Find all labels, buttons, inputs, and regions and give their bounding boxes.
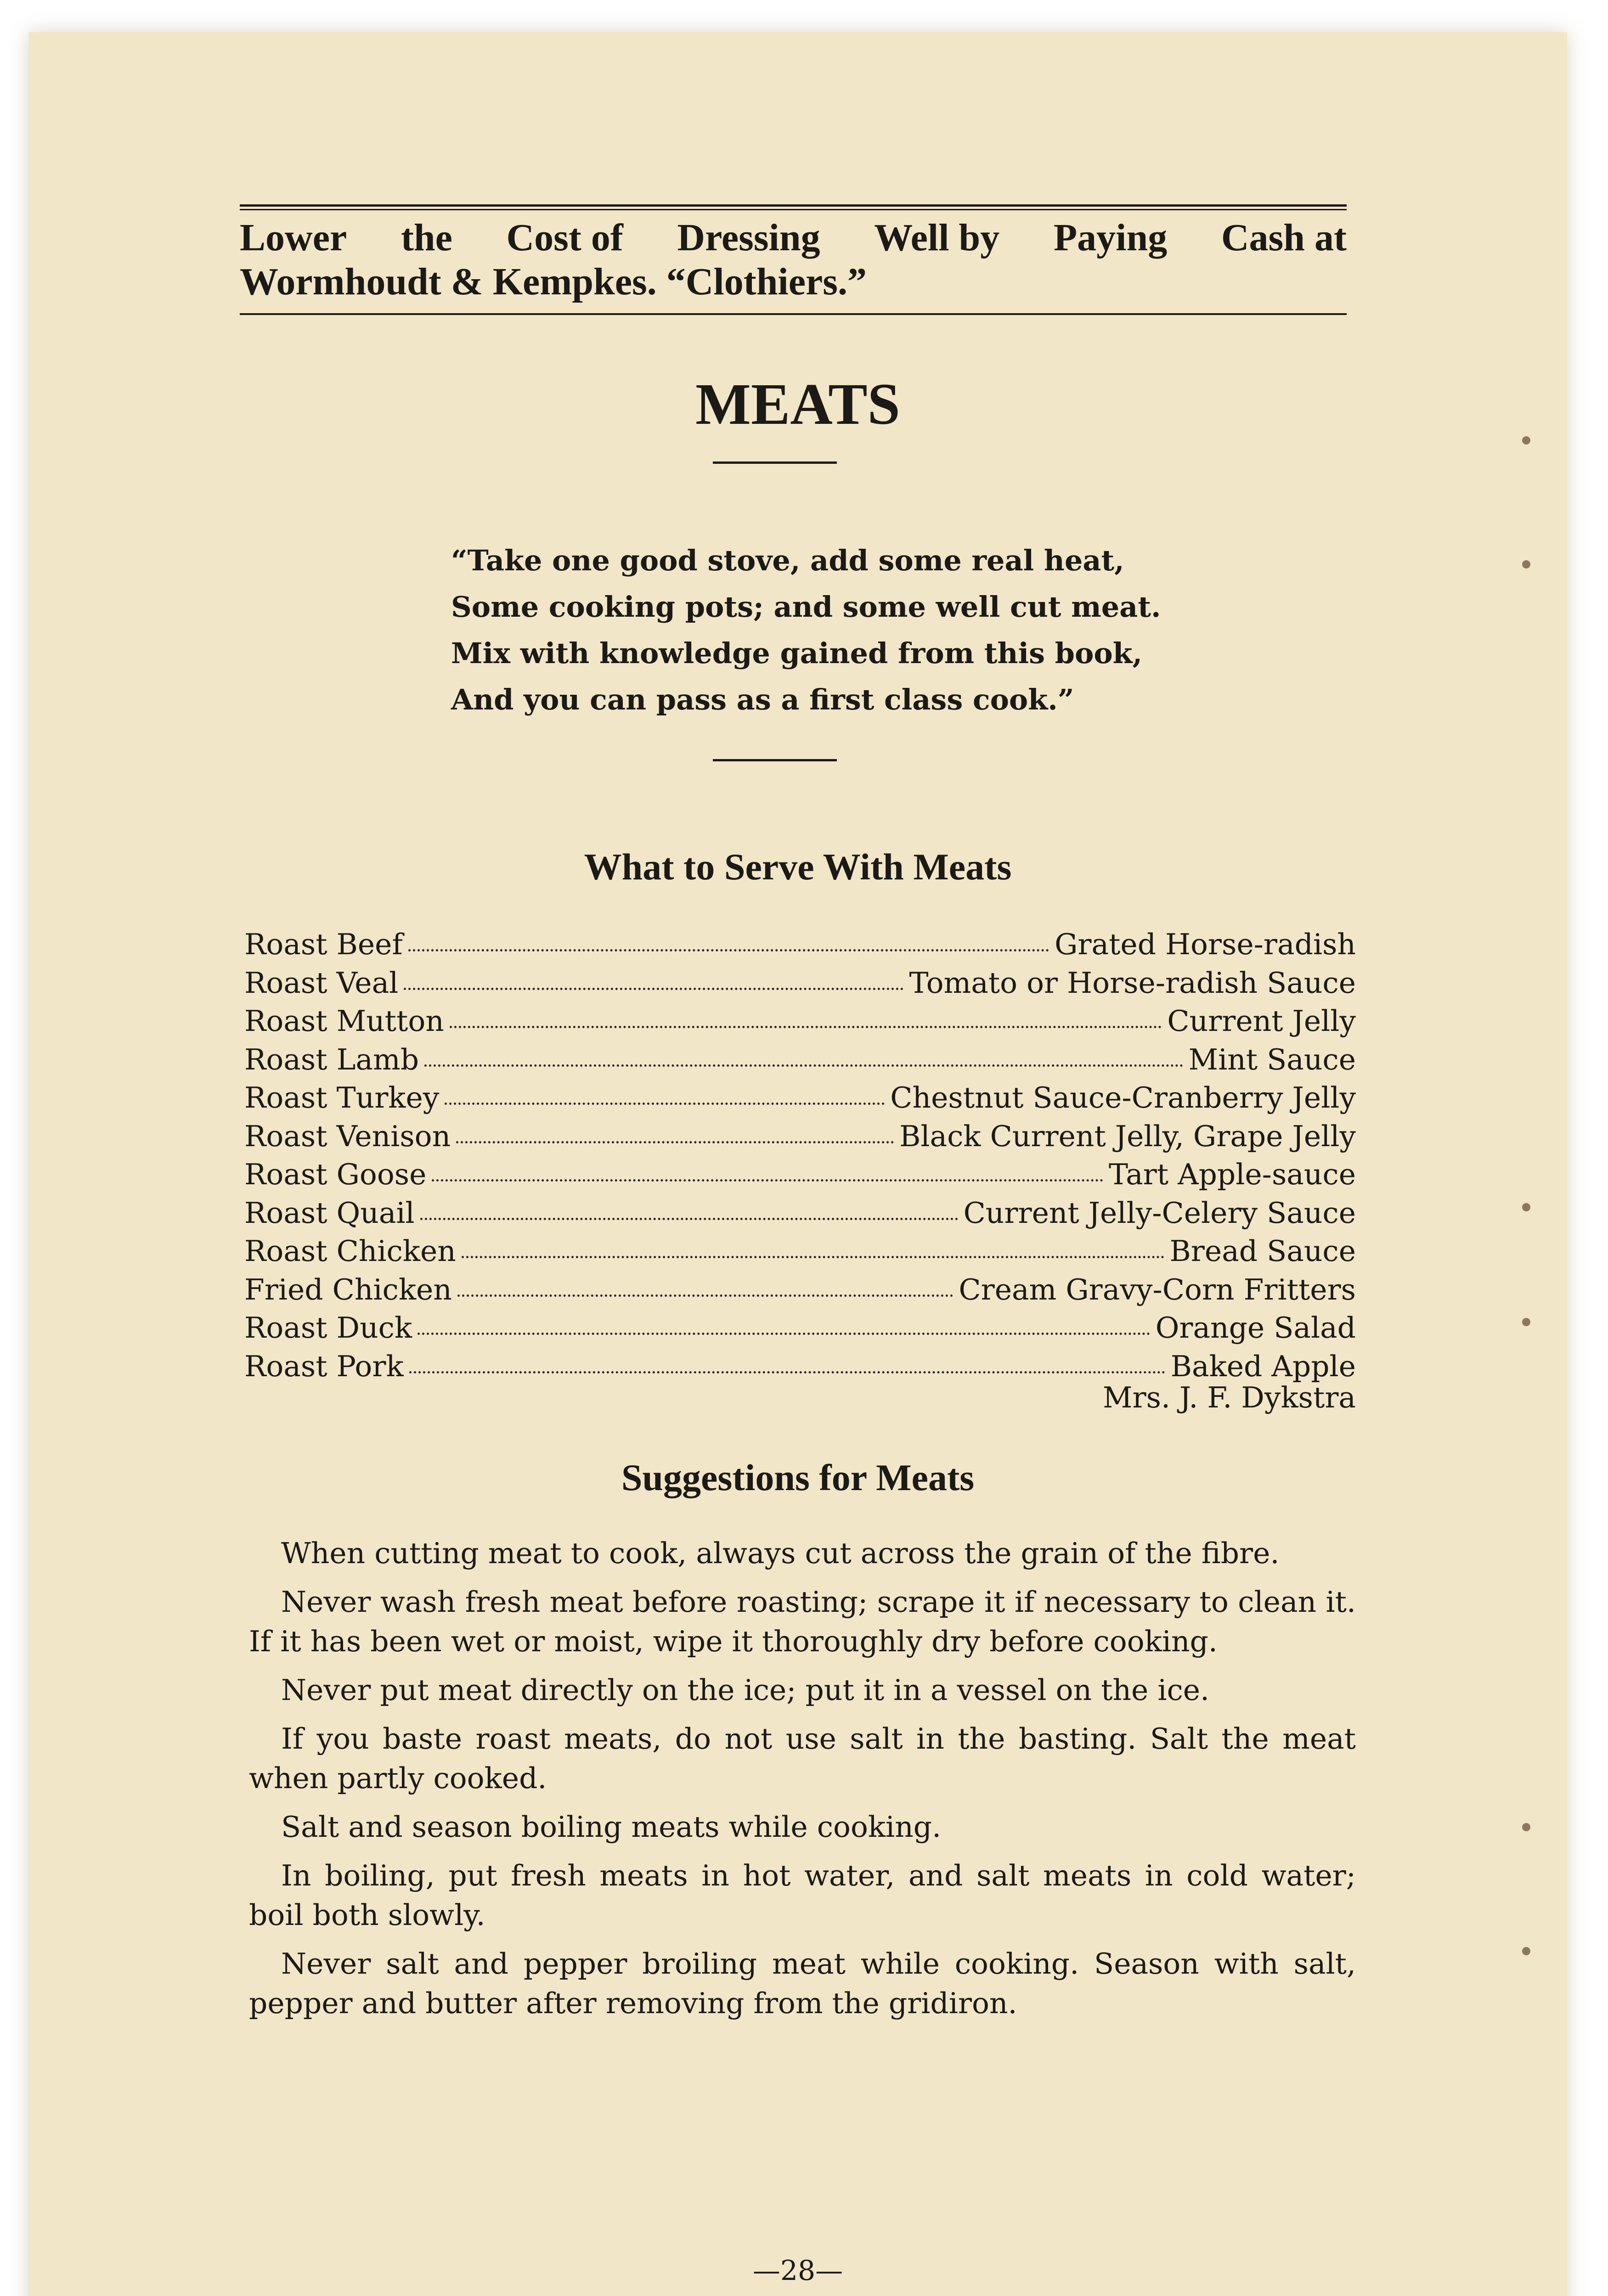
advertisement-line-2: Wormhoudt & Kempkes. “Clothiers.” bbox=[240, 260, 867, 303]
ad-word: the bbox=[401, 216, 452, 259]
list-item bbox=[244, 1155, 1356, 1194]
list-item bbox=[244, 1271, 1356, 1309]
accompaniment: Chestnut Sauce-Cranberry Jelly bbox=[890, 1081, 1356, 1114]
poem-line: “Take one good stove, add some real heat, bbox=[451, 544, 1124, 577]
accompaniment: Orange Salad bbox=[1155, 1311, 1356, 1345]
accompaniment: Black Current Jelly, Grape Jelly bbox=[899, 1119, 1356, 1153]
attribution: Mrs. J. F. Dykstra bbox=[1103, 1381, 1356, 1414]
suggestion-paragraph: In boiling, put fresh meats in hot water, and salt meats in cold water; boil both slowly. bbox=[249, 1859, 1356, 1932]
dish-name: Roast Venison bbox=[244, 1119, 451, 1153]
binding-hole-mark bbox=[1522, 1947, 1530, 1955]
dot-leader bbox=[462, 1256, 1164, 1258]
list-item bbox=[244, 1117, 1356, 1156]
accompaniment: Tart Apple-sauce bbox=[1108, 1158, 1356, 1191]
advertisement-top-rule-thin bbox=[240, 209, 1347, 210]
advertisement bbox=[240, 216, 1347, 304]
suggestion-paragraph: When cutting meat to cook, always cut across the grain of the fibre. bbox=[281, 1536, 1280, 1570]
binding-hole-mark bbox=[1522, 560, 1530, 568]
dish-name: Roast Mutton bbox=[244, 1004, 444, 1038]
dish-name: Roast Duck bbox=[244, 1311, 412, 1345]
serve-with-list bbox=[244, 925, 1356, 1385]
dish-name: Roast Quail bbox=[244, 1196, 415, 1230]
dish-name: Roast Veal bbox=[244, 966, 399, 1000]
suggestion-paragraph: If you baste roast meats, do not use salt in the basting. Salt the meat when partly cooked. bbox=[249, 1722, 1356, 1795]
dot-leader bbox=[445, 1103, 885, 1105]
accompaniment: Current Jelly bbox=[1167, 1004, 1356, 1038]
advertisement-top-rule bbox=[240, 204, 1347, 207]
list-item bbox=[244, 1041, 1356, 1079]
list-item bbox=[244, 1194, 1356, 1232]
list-item bbox=[244, 1309, 1356, 1347]
suggestion-paragraph: Never put meat directly on the ice; put it in a vessel on the ice. bbox=[281, 1673, 1210, 1707]
accompaniment: Baked Apple bbox=[1170, 1349, 1356, 1383]
dish-name: Roast Lamb bbox=[244, 1042, 419, 1076]
dish-name: Fried Chicken bbox=[244, 1272, 452, 1306]
dot-leader bbox=[409, 1371, 1165, 1373]
accompaniment: Cream Gravy-Corn Fritters bbox=[959, 1272, 1356, 1306]
poem-line: And you can pass as a first class cook.” bbox=[451, 683, 1074, 716]
ad-word: Well by bbox=[874, 216, 1000, 259]
binding-hole-mark bbox=[1522, 1318, 1530, 1326]
advertisement-line-1 bbox=[240, 216, 1347, 260]
accompaniment: Current Jelly-Celery Sauce bbox=[963, 1196, 1356, 1230]
list-item bbox=[244, 1232, 1356, 1271]
suggestions-body bbox=[249, 1534, 1356, 2032]
dish-name: Roast Turkey bbox=[244, 1081, 440, 1114]
poem-divider bbox=[713, 759, 837, 761]
advertisement-bottom-rule bbox=[240, 313, 1347, 315]
list-item bbox=[244, 964, 1356, 1002]
title-divider bbox=[713, 461, 837, 464]
dot-leader bbox=[420, 1218, 958, 1220]
suggestions-heading: Suggestions for Meats bbox=[621, 1457, 975, 1498]
list-item bbox=[244, 925, 1356, 964]
dot-leader bbox=[450, 1026, 1162, 1028]
binding-hole-mark bbox=[1522, 1823, 1530, 1831]
dot-leader bbox=[404, 988, 903, 990]
dot-leader bbox=[408, 949, 1049, 951]
dish-name: Roast Beef bbox=[244, 928, 403, 961]
suggestion-paragraph: Never wash fresh meat before roasting; scrape it if necessary to clean it. If it has been wet or moist, wipe it thoroughly dry before cooking. bbox=[249, 1585, 1356, 1658]
page-sheet bbox=[28, 32, 1567, 2296]
suggestion-paragraph: Salt and season boiling meats while cooking. bbox=[281, 1810, 942, 1844]
suggestion-paragraph: Never salt and pepper broiling meat while cooking. Season with salt, pepper and butter after removing from the gridiron. bbox=[249, 1947, 1356, 2020]
dish-name: Roast Goose bbox=[244, 1158, 427, 1191]
binding-hole-mark bbox=[1522, 436, 1530, 445]
accompaniment: Bread Sauce bbox=[1169, 1234, 1356, 1268]
ad-word: Dressing bbox=[677, 216, 820, 259]
list-item bbox=[244, 1079, 1356, 1117]
page-title: MEATS bbox=[695, 371, 900, 437]
poem-line: Mix with knowledge gained from this book, bbox=[451, 636, 1143, 670]
accompaniment: Grated Horse-radish bbox=[1055, 928, 1356, 961]
dot-leader bbox=[418, 1333, 1150, 1335]
accompaniment: Tomato or Horse-radish Sauce bbox=[909, 966, 1356, 1000]
ad-word: Paying bbox=[1053, 216, 1168, 259]
ad-word: Cash at bbox=[1221, 216, 1347, 259]
poem-line: Some cooking pots; and some well cut meat. bbox=[451, 590, 1161, 624]
ad-word: Lower bbox=[240, 216, 347, 259]
dish-name: Roast Chicken bbox=[244, 1234, 456, 1268]
ad-word: Cost of bbox=[506, 216, 623, 259]
dot-leader bbox=[432, 1179, 1103, 1182]
list-item bbox=[244, 1002, 1356, 1041]
serve-with-heading: What to Serve With Meats bbox=[584, 846, 1012, 888]
poem bbox=[451, 537, 1161, 723]
accompaniment: Mint Sauce bbox=[1188, 1042, 1356, 1076]
binding-hole-mark bbox=[1522, 1203, 1530, 1211]
dot-leader bbox=[456, 1141, 894, 1143]
dot-leader bbox=[424, 1064, 1183, 1067]
page-number: —28— bbox=[752, 2255, 843, 2287]
dot-leader bbox=[457, 1294, 954, 1297]
dish-name: Roast Pork bbox=[244, 1349, 404, 1383]
